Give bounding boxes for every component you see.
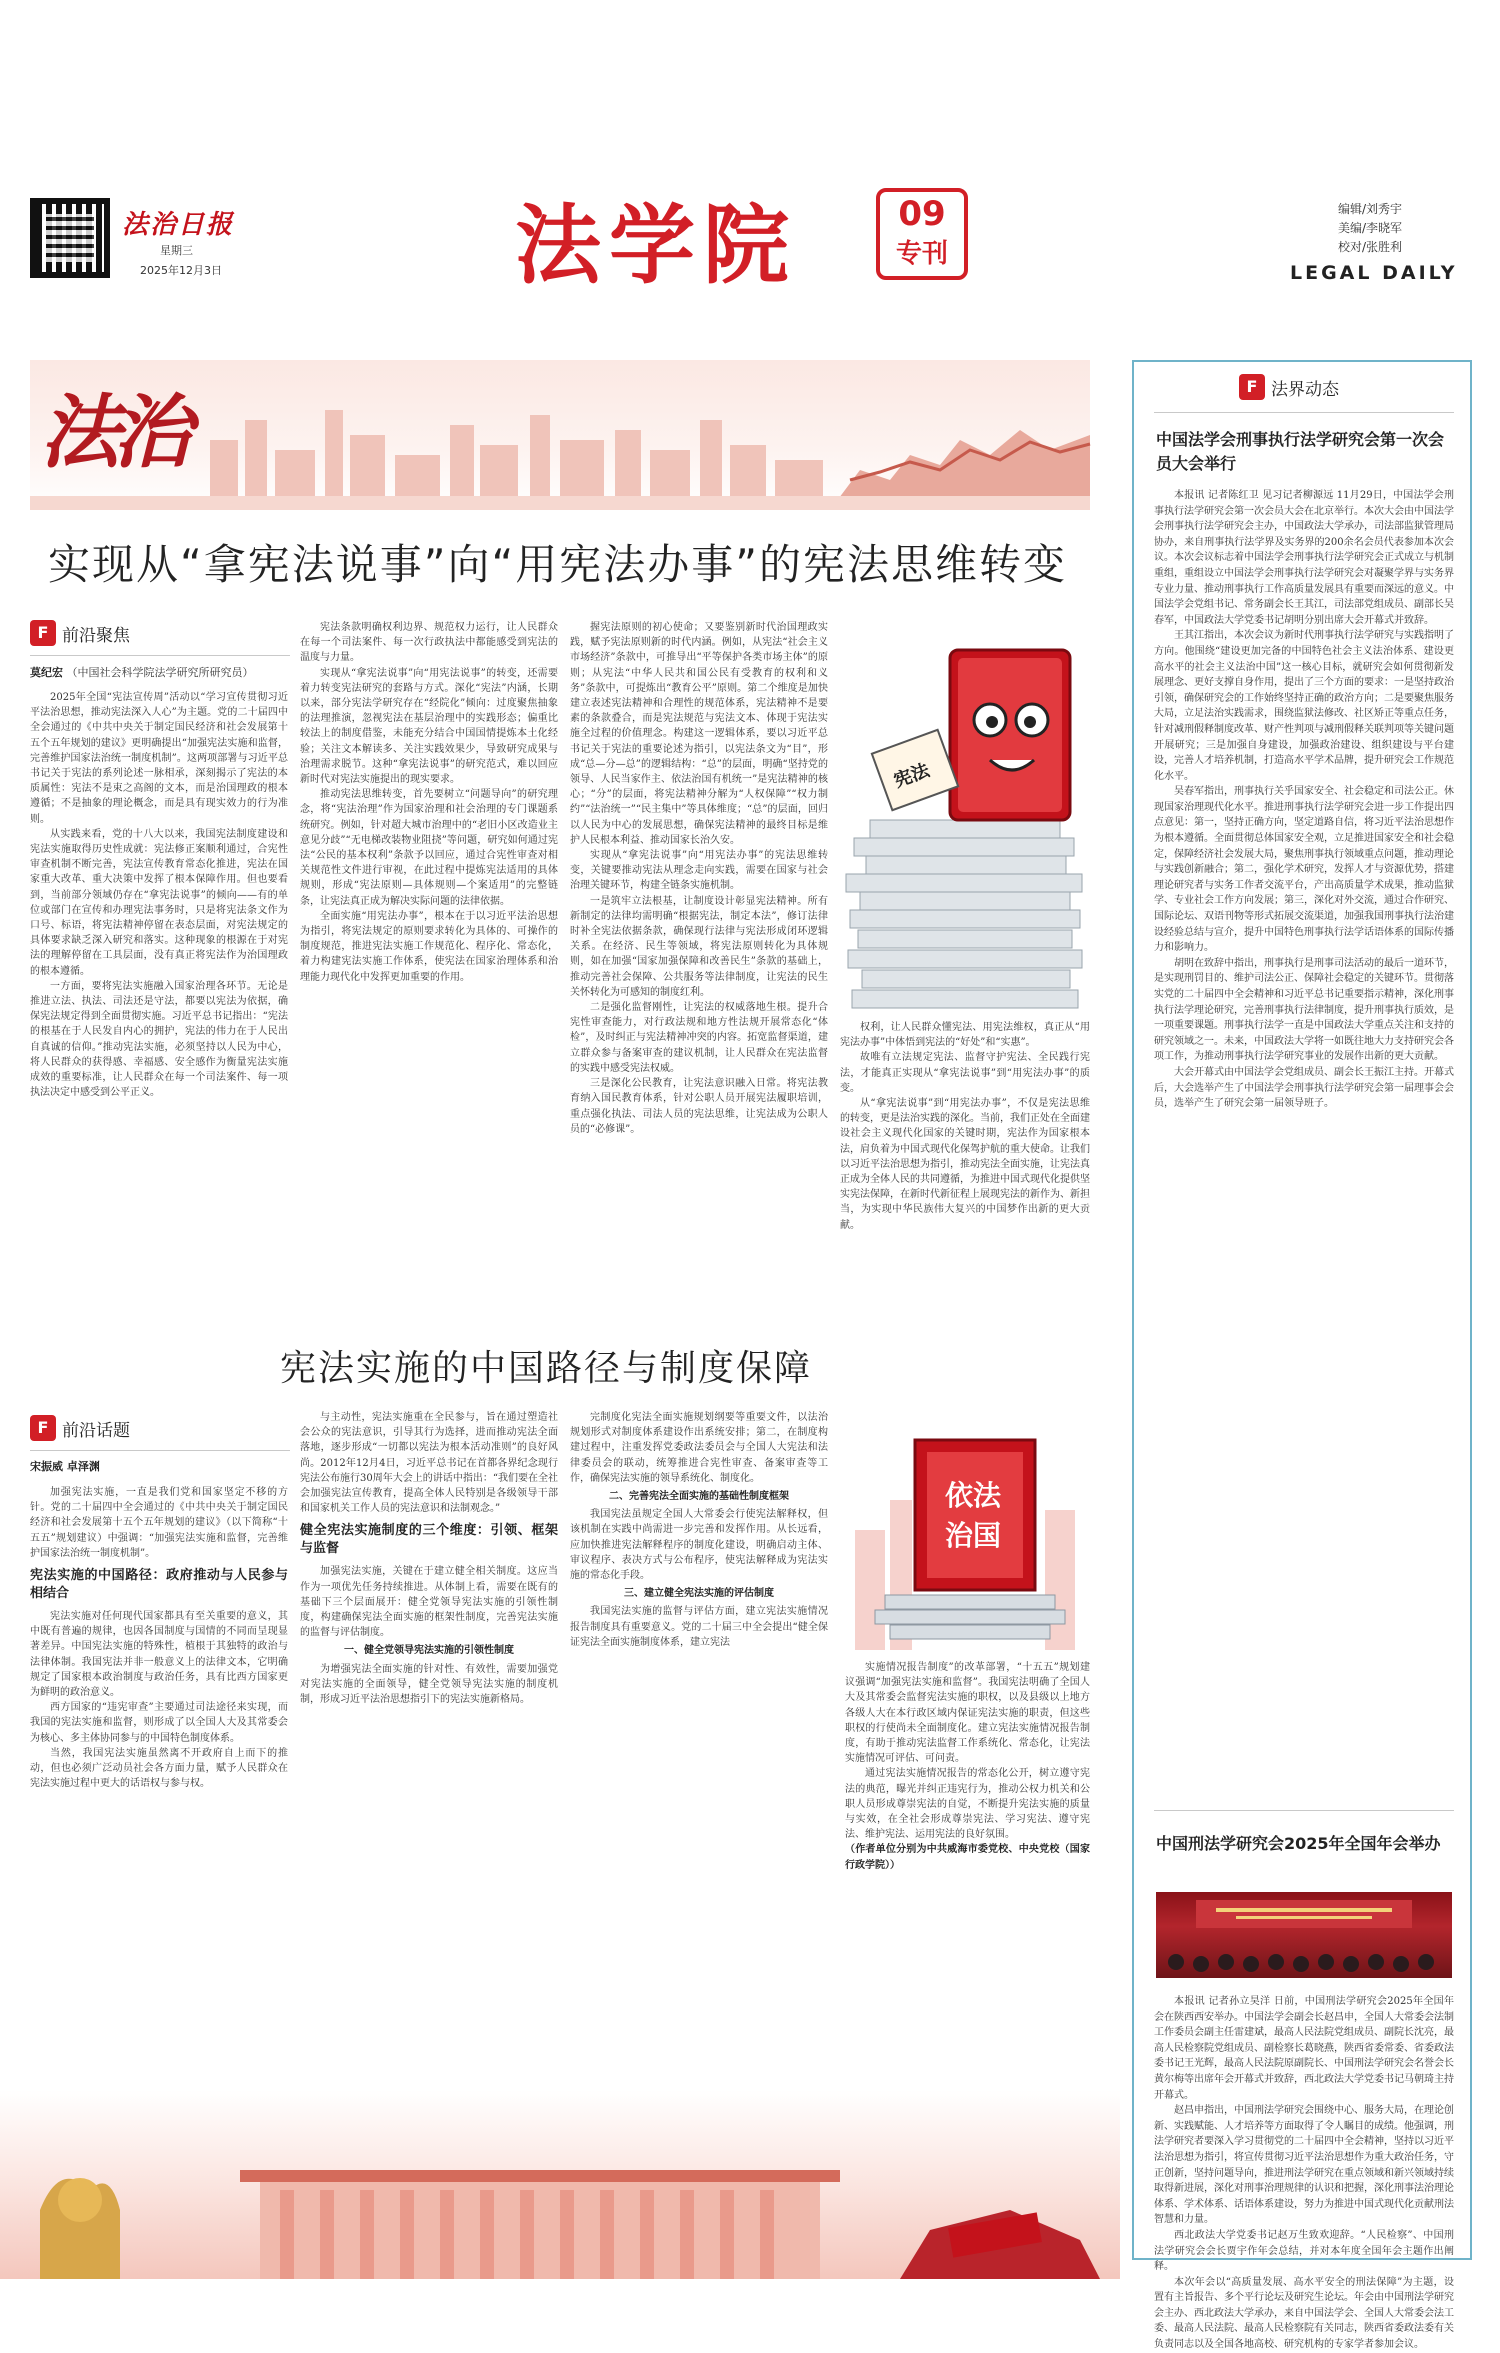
editor-line: 编辑/刘秀宇 [1338,202,1403,216]
article2-column-4 [845,1660,1090,2085]
city-skyline-illustration [30,400,1090,510]
section-type: 专刊 [895,239,948,269]
paragraph: 西北政法大学党委书记赵万生致欢迎辞。“人民检察”、中国刑法学研究会会长贾宇作年会总结，并对本年度全国年会主题作出阐释。 [1154,2229,1454,2273]
article1-headline: 实现从“拿宪法说事”向“用宪法办事”的宪法思维转变 [48,540,1068,589]
paragraph: 本报讯 记者孙立昊洋 日前，中国刑法学研究会2025年全国年会在陕西西安举办。中国法学会副会长赵昌申，全国人大常委会法制工作委员会副主任雷建斌，最高人民法院党组成员、副院长沈亮，最高人民检察院党组成员、副检察长葛晓燕，陕西省委常委、省委政法委书记王光辉，最高人民法院原副院长、中国刑法学研究会名誉会长黄尔梅等出席年会开幕式并致辞，西北政法大学党委书记马朝琦主持开幕式。 [1154,1996,1454,2101]
qr-code-icon[interactable] [30,198,110,278]
top-banner [30,360,1090,510]
author-affiliation: （中国社会科学院法学研究所研究员） [66,666,254,679]
news2-title: 中国刑法学研究会2025年全国年会举办 [1156,1834,1441,1853]
paragraph: 与主动性，宪法实施重在全民参与，旨在通过塑造社会公众的宪法意识，引导其行为选择，进而推动宪法全面落地，逐步形成“一切都以宪法为根本活动准则”的良好风尚。2012年12月4日，习近平总书记在首都各界纪念现行宪法公布施行30周年大会上的讲话中指出：“我们要在全社会加强宪法宣传教育，提高全体人民特别是各级领导干部和国家机关工作人员的宪法意识和法制观念。” [300,1412,558,1515]
section-subheading: 健全宪法实施制度的三个维度：引领、框架与监督 [300,1523,558,1557]
rule-of-law-illustration [845,1410,1090,1650]
article1-byline [30,664,254,680]
paper-weekday: 星期三 [160,244,193,257]
masthead [0,0,1500,330]
svg-text:依法: 依法 [945,1479,1002,1512]
article1-column-4 [840,1020,1090,1330]
divider [30,1450,290,1451]
editors-list [1338,200,1402,257]
column-tag-frontier-topic [30,1415,130,1441]
paragraph: 一方面，要将宪法实施融入国家治理各环节。无论是推进立法、执法、司法还是守法，都要以宪法为依据，确保宪法规定得到全面贯彻实施。习近平总书记指出：“宪法的根基在于人民发自内心的拥护，宪法的伟力在于人民出自真诚的信仰。”推动宪法实施，必须坚持以人民为中心，将人民群众的获得感、幸福感、安全感作为衡量宪法实施成效的重要标准，让人民群众在每一个司法案件、每一项执法决定中感受到公平正义。 [30,980,288,1099]
paper-name: 法治日报 [122,210,235,240]
paragraph: 完制度化宪法全面实施规划纲要等重要文件，以法治规划形式对制度体系建设作出系统安排；第二，在制度构建过程中，注重发挥党委政法委员会与全国人大宪法和法律委员会的联动，统筹推进合宪性审查、备案审查等工作，确保宪法实施的领导系统化、制度化。 [570,1412,828,1484]
divider [30,655,290,656]
paragraph: 为增强宪法全面实施的针对性、有效性，需要加强党对宪法实施的全面领导，健全党领导宪法实施的制度机制，形成习近平法治思想指引下的宪法实施新格局。 [300,1663,558,1706]
news1-body [1154,488,1454,1788]
paragraph: 大会开幕式由中国法学会党组成员、副会长王振江主持。开幕式后，大会选举产生了中国法学会刑事执行法学研究会第一届理事会会员，选举产生了研究会第一届领导班子。 [1154,1066,1454,1110]
svg-text:治国: 治国 [945,1519,1002,1552]
paragraph: 一是筑牢立法根基，让制度设计彰显宪法精神。所有新制定的法律均需明确“根据宪法，制定本法”，修订法律时补全宪法依据条款，确保现行法律与宪法形成闭环逻辑关系。在经济、民生等领域，将宪法原则转化为具体规则，如在加强“国家加强保障和改善民生”条款的基础上，推动完善社会保障、公共服务等法律制度，让宪法的民生关怀转化为可感知的制度红利。 [570,895,828,998]
page-number: 09 [898,194,946,234]
news1-title: 中国法学会刑事执行法学研究会第一次会员大会举行 [1156,430,1445,473]
sidebar-column-tag [1239,374,1339,400]
article2-byline [30,1458,100,1474]
paragraph: 胡明在致辞中指出，刑事执行是刑事司法活动的最后一道环节，是实现刑罚目的、维护司法公正、保障社会稳定的关键环节。贯彻落实党的二十届四中全会精神和习近平总书记重要指示精神，深化刑事执行法学理论研究，完善刑事执行法律制度，提升刑事执行质效，是一项重要课题。刑事执行法学一直是中国政法大学重点关注和支持的研究领域之一。未来，中国政法大学将一如既往地大力支持研究会各项工作，为推动刑事执行法学研究事业的发展作出新的更大贡献。 [1154,957,1454,1063]
column-f-icon: F [30,620,56,646]
paragraph: 实施情况报告制度”的改革部署，“十五五”规划建议强调“加强宪法实施和监督”。我国宪法明确了全国人大及其常委会监督宪法实施的职权，以及县级以上地方各级人大在本行政区域内保证宪法实施的职责，但这些职权的行使尚未全面制度化。建立宪法实施情况报告制度，有助于推动宪法监督工作系统化、常态化，让宪法实施情况可评估、可问责。 [845,1662,1090,1765]
paragraph: 握宪法原则的初心使命；又要鉴别新时代治国理政实践，赋予宪法原则新的时代内涵。例如，从宪法“社会主义市场经济”条款中，可推导出“平等保护各类市场主体”的原则；从宪法“中华人民共和国公民有受教育的权利和义务”条款中，可提炼出“教育公平”原则。第二个维度是加快建立表述宪法精神和合理性的规范体系，宪法精神不是要素的条款叠合，而是宪法规范与宪法文本、体现于宪法实施全过程的价值理念。构建这一逻辑体系，要以习近平总书记关于宪法的重要论述为指引，以宪法条文为“目”，形成“总—分—总”的逻辑结构：“总”的层面，明确“坚持党的领导、人民当家作主、依法治国有机统一”是宪法精神的核心；“分”的层面，将宪法精神分解为“人权保障”“权力制约”“法治统一”“民主集中”等具体维度；“总”的层面，回归以人民为中心的发展思想，确保宪法精神的最终目标是维护人民根本利益、推动国家长治久安。 [570,622,828,846]
article2-column-3 [570,1410,828,2085]
paragraph: 吴春军指出，刑事执行关乎国家安全、社会稳定和司法公正。休现国家治理现代化水平。推进刑事执行法学研究会进一步工作提出四点意见：第一，坚持正确方向，坚定道路自信，将习近平法治思想作为根本遵循。全面贯彻总体国家安全观，立足推进国家安全和社会稳定，保障经济社会发展大局，聚焦刑事执行领域重点问题，推动理论与实践创新融合；第二，强化学术研究，发挥人才与资源优势，搭建理论研究者与实务工作者交流平台，产出高质量学术成果，推动监狱学、专业社会工作方向发展；第三，深化对外交流，通过合作研究、国际论坛、双语刊物等形式拓展交流渠道，加强我国刑事执行法治建设经验总结与宣介，提升中国特色刑事执行法学话语体系的国际传播力和影响力。 [1154,786,1454,954]
column-tag-frontier-focus [30,620,130,646]
paragraph: 宪法实施对任何现代国家都具有至关重要的意义，其中既有普遍的规律，也因各国制度与国情的不同而呈现显著差异。中国宪法实施的特殊性，植根于其独特的政治与法律体制。我国宪法并非一般意义上的法律文本，它明确规定了国家根本政治制度与政治任务，具有比西方国家更为鲜明的政治意义。 [30,1611,288,1699]
paragraph: 推动宪法思维转变，首先要树立“问题导向”的研究理念，将“宪法治理”作为国家治理和社会治理的专门课题系统研究。例如，针对超大城市治理中的“老旧小区改造业主意见分歧”“无电梯改装物业阻挠”等问题，研究如何通过宪法“公民的基本权利”条款予以回应，通过合宪性审查对相关规范性文件进行审视，在此过程中提炼宪法适用的具体规则，形成“宪法原则—具体规则—个案适用”的完整链条，让宪法真正成为解决实际问题的法律依据。 [300,789,558,907]
column-f-icon: F [30,1415,56,1441]
paragraph: 从实践来看，党的十八大以来，我国宪法制度建设和宪法实施取得历史性成就：宪法修正案顺利通过，合宪性审查机制不断完善，宪法宣传教育常态化推进，宪法在国家重大改革、重大决策中发挥了根本保障作用。但也要看到，当前部分领域仍存在“拿宪法说事”的倾向——有的单位或部门在宣传和办理宪法事务时，只是将宪法条文作为口号、标语，将宪法精神停留在表态层面，对宪法规定的具体要求缺乏深入研究和落实。这种现象的根源在于对宪法的理解停留在工具层面，没有真正将宪法作为治国理政的根本遵循。 [30,828,288,977]
paragraph: 我国宪法虽规定全国人大常委会行使宪法解释权，但该机制在实践中尚需进一步完善和发挥作用。从长远看，应加快推进宪法解释程序的制度化建设，明确启动主体、审议程序、表决方式与公布程序，使宪法解释成为宪法实施的常态化手段。 [570,1509,828,1582]
paragraph: 从“拿宪法说事”到“用宪法办事”，不仅是宪法思维的转变，更是法治实践的深化。当前，我们正处在全面建设社会主义现代化国家的关键时期，宪法作为国家根本法，肩负着为中国式现代化保驾护航的重大使命。让我们以习近平法治思想为指引，推动宪法全面实施，让宪法真正成为全体人民的共同遵循，为推进中国式现代化提供坚实宪法保障，在新时代新征程上展现宪法的新作为、新担当，为实现中华民族伟大复兴的中国梦作出新的更大贡献。 [840,1098,1090,1231]
paragraph: 宪法条款明确权利边界、规范权力运行，让人民群众在每一个司法案件、每一次行政执法中都能感受到宪法的温度与力量。 [300,622,558,664]
article2-column-1 [30,1485,288,2085]
paragraph: 2025年全国“宪法宣传周”活动以“学习宣传贯彻习近平法治思想，推动宪法深入人心”为主题。党的二十届四中全会通过的《中共中央关于制定国民经济和社会发展第十五个五年规划的建议》更明确提出“加强宪法实施和监督，完善维护国家法治统一制度机制”。这两项部署与习近平总书记关于宪法的系列论述一脉相承，深刻揭示了宪法的本质属性：宪法不是束之高阁的文本，而是治国理政的根本遵循；不是抽象的理论概念，而是具有现实效力的行为准则。 [30,692,288,825]
paragraph: 权利，让人民群众懂宪法、用宪法维权，真正从“用宪法办事”中体悟到宪法的“好处”和“实惠”。 [840,1022,1090,1049]
article1-column-2 [300,620,558,1330]
author-name: 莫纪宏 [30,666,63,679]
paragraph: 王其江指出，本次会议为新时代刑事执行法学研究与实践指明了方向。他围绕“建设更加完备的中国特色社会主义法治体系、建设更高水平的社会主义法治中国”这一核心目标，就研究会如何贯彻新发展理念、更好支撑自身作用，提出了三个方面的要求：一是坚持政治引领，确保研究会的工作始终坚持正确的政治方向；二是要聚焦服务大局，立足法治实践需求，围绕监狱法修改、社区矫正等重点任务，针对减刑假释制度改革、财产性判项与减刑假释关联判项等关键问题开展研究；三是加强自身建设，加强政治建设、组织建设与平台建设，完善人才培养机制，打造高水平学术品牌，提升研究会工作规范化水平。 [1154,630,1454,782]
article2-column-2 [300,1410,558,2085]
section-badge [876,188,968,280]
conference-hall-image [1156,1892,1452,1978]
column-label: 前沿聚焦 [62,625,130,646]
numbered-subheading: 三、建立健全宪法实施的评估制度 [624,1588,774,1600]
paragraph: 加强宪法实施，一直是我们党和国家坚定不移的方针。党的二十届四中全会通过的《中共中央关于制定国民经济和社会发展第十五个五年规划的建议》（以下简称“十五五”规划建议）中强调：“加强宪法实施和监督，完善维护国家法治统一制度机制”。 [30,1487,288,1559]
section-subheading: 宪法实施的中国路径：政府推动与人民参与相结合 [30,1568,288,1602]
book-cartoon-icon [840,610,1090,1010]
editor-line: 校对/张胜利 [1338,240,1403,254]
article1-column-1 [30,690,288,1330]
paragraph: 实现从“拿宪法说事”向“用宪法说事”的转变，还需要着力转变宪法研究的套路与方式。深化“宪法”内涵，长期以来，部分宪法学研究存在“经院化”倾向：过度聚焦抽象的法理推演，忽视宪法在基层治理中的实践形态；偏重比较法上的制度借鉴，未能充分结合中国国情提炼本土化经验；关注文本解读多、关注实践效果少，导致研究成果与治理需求脱节。这种“拿宪法说事”的研究范式，难以回应新时代对宪法实施提出的现实要求。 [300,667,558,786]
paragraph: 实现从“拿宪法说事”向“用宪法办事”的宪法思维转变，关键要推动宪法从理念走向实践，需要在国家与社会治理关键环节，构建全链条实施机制。 [570,850,828,892]
paragraph: 当然，我国宪法实施虽然离不开政府自上而下的推动，但也必须广泛动员社会各方面力量，赋予人民群众在宪法实施过程中更大的话语权与参与权。 [30,1747,288,1790]
paragraph: 西方国家的“违宪审查”主要通过司法途径来实现，而我国的宪法实施和监督，则形成了以全国人大及其常委会为核心、多主体协同参与的中国特色制度体系。 [30,1702,288,1744]
law-book-stack-icon [845,1410,1090,1650]
column-label: 法界动态 [1271,379,1339,400]
numbered-subheading: 二、完善宪法全面实施的基础性制度框架 [609,1491,789,1503]
divider [1154,412,1454,413]
paper-date: 2025年12月3日 [140,264,222,277]
paragraph: 我国宪法实施的监督与评估方面，建立宪法实施情况报告制度具有重要意义。党的二十届三中全会提出“健全保证宪法全面实施制度体系，建立宪法 [570,1606,828,1648]
news-sidebar [1132,360,1472,2351]
author-names: 宋振威 卓泽渊 [30,1460,100,1473]
paragraph: 全面实施“用宪法办事”，根本在于以习近平法治思想为指引，将宪法规定的原则要求转化为具体的、可操作的制度规范，推进宪法实施工作规范化、程序化、常态化，着力构建宪法实施工作体系，使宪法在国家治理体系和治理能力现代化中发挥更加重要的作用。 [300,910,558,983]
column-label: 前沿话题 [62,1420,130,1441]
bottom-decoration [0,2090,1120,2279]
paragraph: 加强宪法实施，关键在于建立健全相关制度。这应当作为一项优先任务持续推进。从体制上看，需要在既有的基础下三个层面展开：健全党领导宪法实施的引领性制度，构建确保宪法全面实施的框架性制度，完善宪法实施的监督与评估制度。 [300,1566,558,1639]
paragraph: 故唯有立法规定宪法、监督守护宪法、全民践行宪法，才能真正实现从“拿宪法说事”到“用宪法办事”的质变。 [840,1052,1090,1094]
divider [1154,1810,1454,1811]
banner-calligraphy: 法治 [40,385,184,479]
svg-text:宪法: 宪法 [891,759,933,792]
paragraph: 本次年会以“高质量发展、高水平安全的刑法保障”为主题，设置有主旨报告、多个平行论坛及研究生论坛。年会由中国刑法学研究会主办、西北政法大学承办，来自中国法学会、全国人大常委会法工委、最高人民法院、最高人民检察院有关同志，陕西省委政法委有关负责同志以及全国各地高校、研究机构的专家学者参加会议。 [1154,2276,1454,2351]
article2-headline: 宪法实施的中国路径与制度保障 [280,1348,813,1389]
numbered-subheading: 一、健全党领导宪法实施的引领性制度 [344,1645,514,1657]
section-title: 法学院 [515,196,797,296]
author-affiliation: （作者单位分别为中共威海市委党校、中央党校（国家行政学院）） [845,1844,1090,1871]
article1-column-3 [570,620,828,1330]
paragraph: 三是深化公民教育，让宪法意识融入日常。将宪法教育纳入国民教育体系，针对公职人员开展宪法履职培训，重点强化执法、司法人员的宪法思维，让宪法成为公职人员的“必修课”。 [570,1078,828,1135]
paragraph: 二是强化监督刚性，让宪法的权威落地生根。提升合宪性审查能力，对行政法规和地方性法规开展常态化“体检”，及时纠正与宪法精神冲突的内容。拓宽监督渠道，建立群众参与备案审查的建议机制，让人民群众在宪法监督的实践中感受宪法权威。 [570,1002,828,1074]
english-paper-name: LEGAL DAILY [1290,262,1458,284]
news2-body [1154,1994,1454,2351]
constitution-book-illustration [840,610,1090,1010]
great-hall-and-lion-illustration [0,2090,1120,2279]
editor-line: 美编/李晓军 [1338,221,1403,235]
paragraph: 本报讯 记者陈红卫 见习记者柳源远 11月29日，中国法学会刑事执行法学研究会第一次会员大会在北京举行。本次大会由中国法学会刑事执行法学研究会主办，中国政法大学承办，司法部监狱管理局协办，来自刑事执行法学界及实务界的200余名会员代表参加本次会议。本次会议标志着中国法学会刑事执行法学研究会正式成立与机制重组，重组设立中国法学会刑事执行法学研究会对凝聚学界与实务界专业力量、推动刑事执行工作高质量发展具有重要而深远的意义。中国法学会党组书记、常务副会长王其江，司法部党组成员、副部长吴春军，中国政法大学党委书记胡明分别出席大会开幕式并致辞。 [1154,490,1454,626]
conference-photo [1156,1892,1452,1978]
column-f-icon: F [1239,374,1265,400]
paragraph: 赵昌申指出，中国刑法学研究会围绕中心、服务大局，在理论创新、实践赋能、人才培养等方面取得了令人瞩目的成绩。他强调，刑法学研究者要深入学习贯彻党的二十届四中全会精神，坚持以习近平法治思想为指引，将宣传贯彻习近平法治思想作为重大政治任务，守正创新，坚持问题导向，推进刑法学研究在重点领域和新兴领域持续取得新进展，深化对刑事治理规律的认识和把握，深化刑事法治理论体系、学术体系、话语体系建设，努力为推进中国式现代化贡献刑法智慧和力量。 [1154,2105,1454,2226]
paragraph: 通过宪法实施情况报告的常态化公开，树立遵守宪法的典范，曝光并纠正违宪行为，推动公权力机关和公职人员形成尊崇宪法的自觉，不断提升宪法实施的质量与实效，在全社会形成尊崇宪法、学习宪法、遵守宪法、维护宪法、运用宪法的良好氛围。 [845,1768,1090,1841]
